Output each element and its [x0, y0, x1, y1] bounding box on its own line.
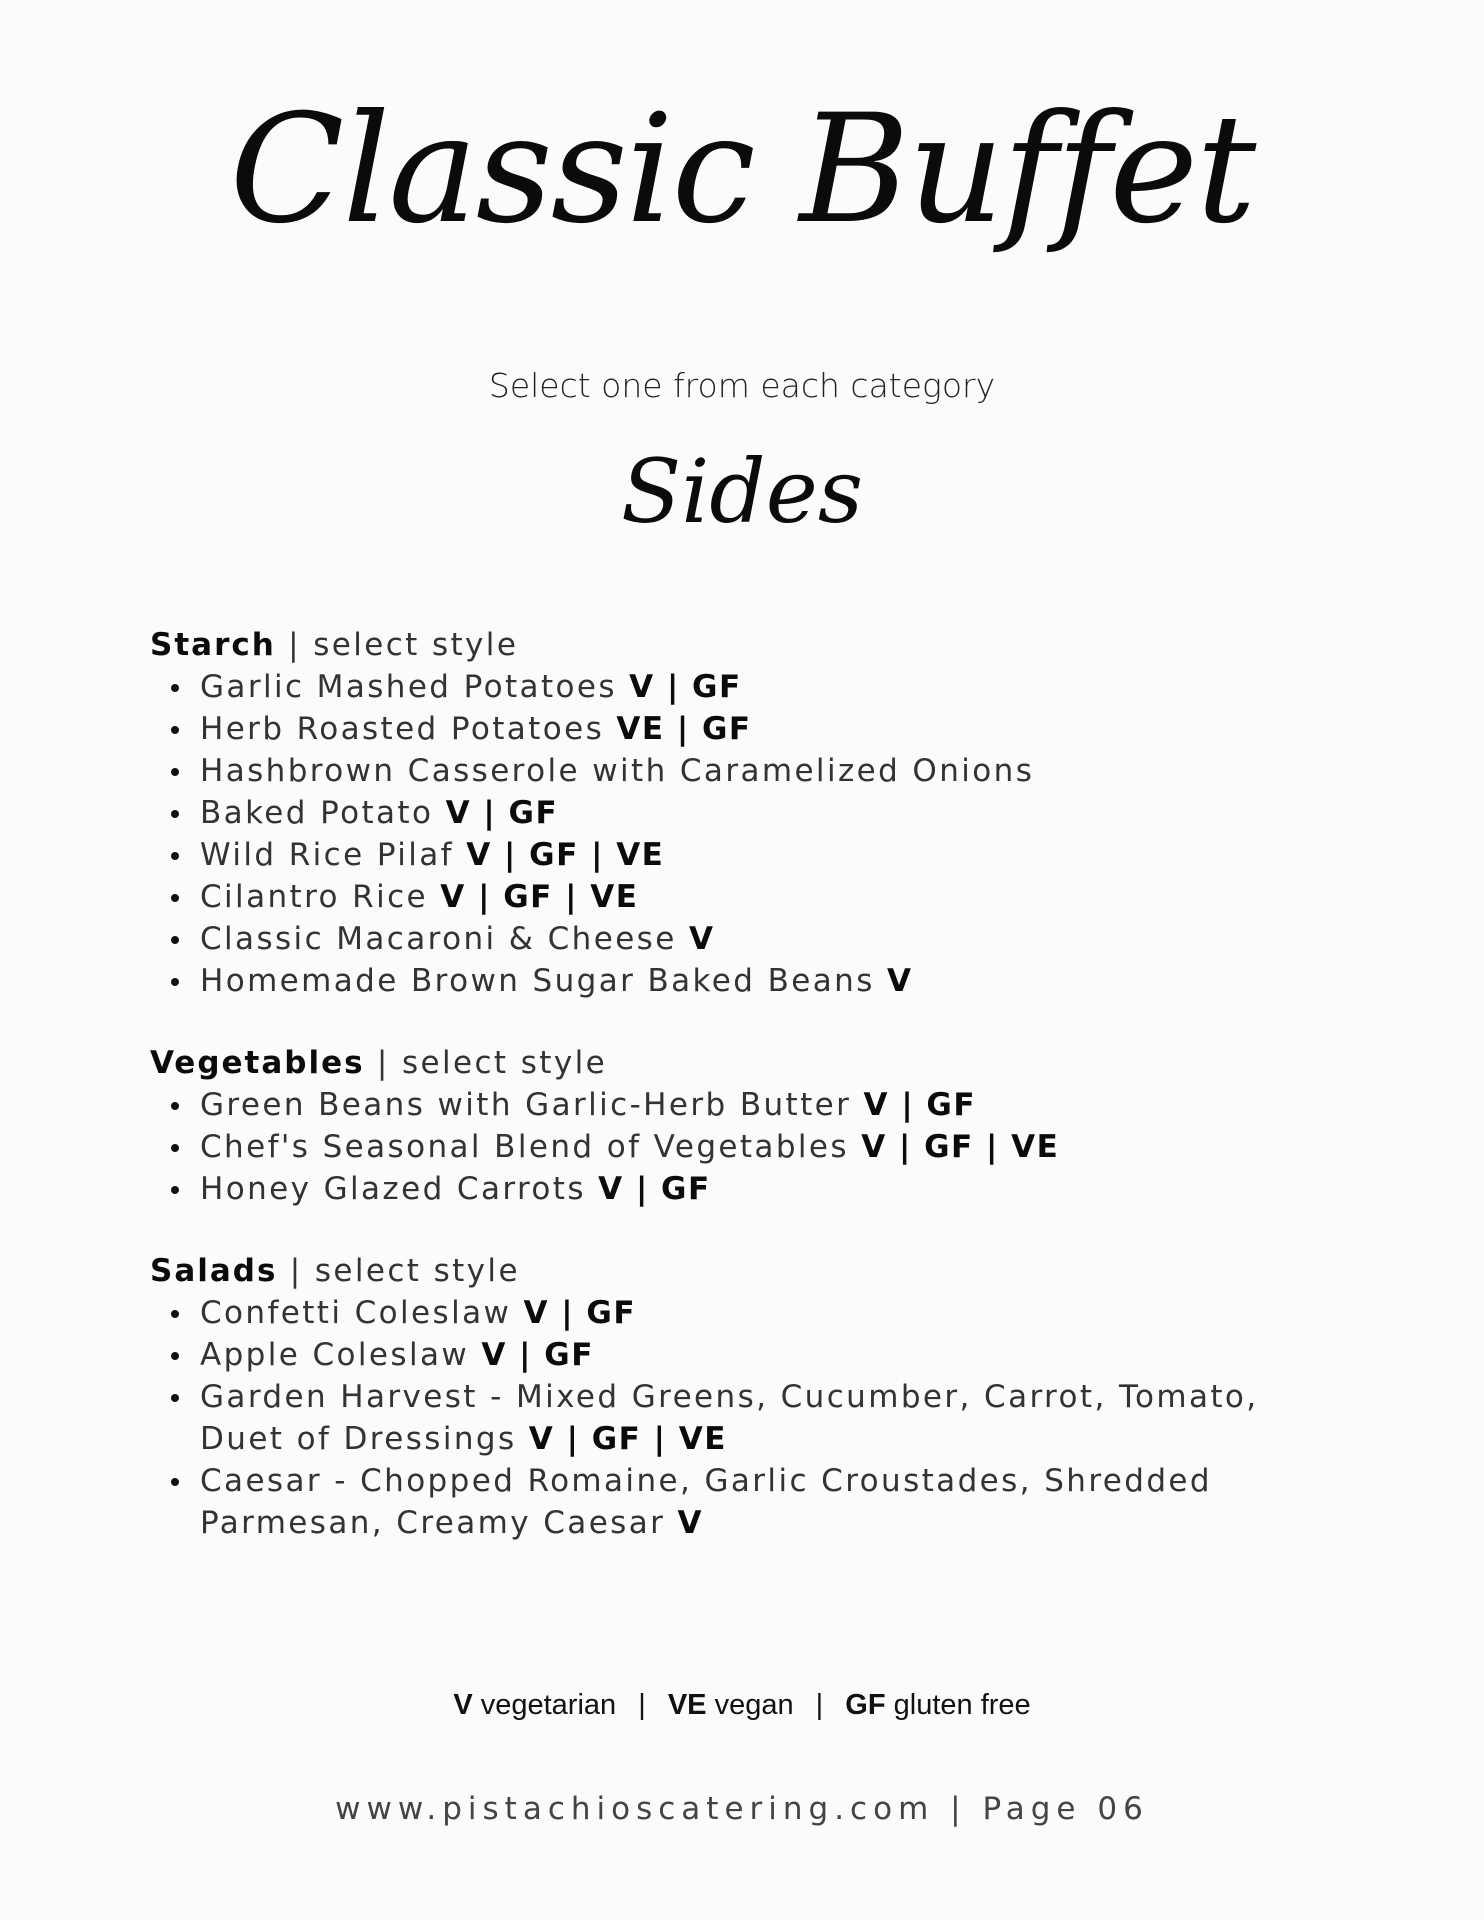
item-name: Confetti Coleslaw: [200, 1295, 524, 1331]
list-item: [200, 708, 1300, 750]
list-item: [200, 1460, 1300, 1544]
list-item: [200, 1126, 1300, 1168]
list-item: [200, 960, 1300, 1002]
item-list: [150, 1292, 1300, 1544]
list-item: [200, 750, 1300, 792]
page-title: Classic Buffet: [229, 83, 1255, 257]
legend-label-vegetarian: vegetarian: [480, 1689, 617, 1721]
list-item: [200, 1084, 1300, 1126]
list-item: [200, 1376, 1300, 1460]
item-name: Apple Coleslaw: [200, 1337, 470, 1373]
category-note: select style: [401, 1045, 608, 1081]
page-subtitle: Select one from each category: [488, 366, 996, 405]
item-name: Garden Harvest - Mixed Greens, Cucumber, Carrot, Tomato, Duet of Dressings: [200, 1379, 1259, 1457]
category-heading: [150, 624, 1300, 666]
diet-tags: V | GF | VE: [528, 1421, 727, 1457]
item-name: Caesar - Chopped Romaine, Garlic Croustades, Shredded Parmesan, Creamy Caesar: [200, 1463, 1212, 1541]
legend-code-vegetarian: V: [453, 1689, 473, 1721]
list-item: [200, 834, 1300, 876]
category-note: select style: [314, 1253, 520, 1289]
item-name: Chef's Seasonal Blend of Vegetables: [200, 1129, 849, 1165]
diet-tags: V: [887, 963, 913, 999]
list-item: [200, 1292, 1300, 1334]
category-salads: [150, 1250, 1300, 1544]
diet-tags: V | GF: [629, 669, 742, 705]
category-name: Salads: [150, 1253, 278, 1289]
category-divider: |: [289, 1253, 315, 1289]
list-item: [200, 792, 1300, 834]
category-divider: |: [376, 1045, 402, 1081]
diet-tags: V | GF: [523, 1295, 637, 1331]
menu-list: [150, 624, 1300, 1584]
category-name: Vegetables: [150, 1045, 365, 1081]
diet-tags: V | GF | VE: [466, 837, 665, 873]
diet-tags: V | GF: [481, 1337, 594, 1373]
item-name: Baked Potato: [200, 795, 434, 831]
legend-code-gluten-free: GF: [845, 1689, 886, 1721]
list-item: [200, 666, 1300, 708]
diet-legend: V vegetarian | VE vegan | GF gluten free: [453, 1689, 1031, 1721]
diet-tags: V | GF | VE: [861, 1129, 1060, 1165]
category-name: Starch: [150, 627, 276, 663]
legend-label-vegan: vegan: [714, 1689, 794, 1721]
diet-tags: V | GF | VE: [440, 879, 639, 915]
page-number: Page 06: [982, 1791, 1149, 1827]
list-item: [200, 1334, 1300, 1376]
page-footer: [0, 1791, 1484, 1827]
website-link[interactable]: www.pistachioscatering.com: [335, 1791, 935, 1827]
category-vegetables: [150, 1042, 1300, 1210]
diet-tags: VE | GF: [616, 711, 752, 747]
legend-code-vegan: VE: [667, 1689, 707, 1721]
list-item: [200, 918, 1300, 960]
item-name: Hashbrown Casserole with Caramelized Onions: [200, 753, 1035, 789]
diet-tags: V | GF: [445, 795, 559, 831]
item-name: Classic Macaroni & Cheese: [200, 921, 677, 957]
category-heading: [150, 1042, 1300, 1084]
diet-tags: V: [688, 921, 715, 957]
section-title: Sides: [621, 440, 863, 543]
legend-label-gluten-free: gluten free: [893, 1689, 1031, 1721]
item-name: Green Beans with Garlic-Herb Butter: [200, 1087, 852, 1123]
item-name: Herb Roasted Potatoes: [200, 711, 605, 747]
diet-tags: V | GF: [598, 1171, 711, 1207]
category-starch: [150, 624, 1300, 1002]
category-divider: |: [288, 627, 314, 663]
item-name: Wild Rice Pilaf: [200, 837, 454, 873]
footer-divider: |: [950, 1791, 983, 1827]
item-list: [150, 666, 1300, 1002]
category-note: select style: [313, 627, 519, 663]
item-name: Garlic Mashed Potatoes: [200, 669, 617, 705]
diet-tags: V: [677, 1505, 704, 1541]
list-item: [200, 1168, 1300, 1210]
item-name: Cilantro Rice: [200, 879, 429, 915]
item-name: Homemade Brown Sugar Baked Beans: [200, 963, 875, 999]
item-list: [150, 1084, 1300, 1210]
diet-tags: V | GF: [863, 1087, 977, 1123]
category-heading: [150, 1250, 1300, 1292]
list-item: [200, 876, 1300, 918]
item-name: Honey Glazed Carrots: [200, 1171, 586, 1207]
